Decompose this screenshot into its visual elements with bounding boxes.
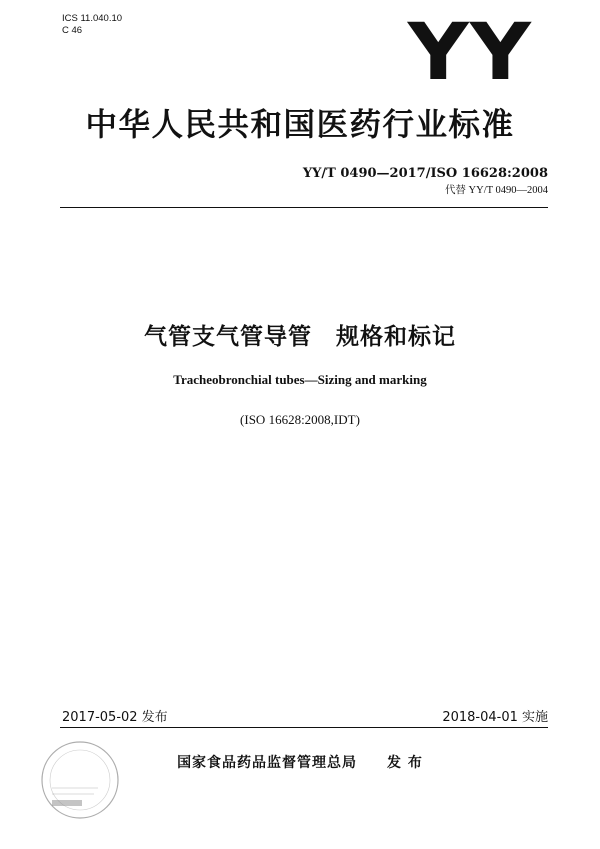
organization-title: 中华人民共和国医药行业标准 bbox=[85, 107, 515, 143]
iso-equivalence: (ISO 16628:2008,IDT) bbox=[240, 412, 360, 427]
classification-codes bbox=[62, 13, 122, 37]
stamp-seal bbox=[38, 738, 122, 822]
replaces-note: 代替 YY/T 0490—2004 bbox=[444, 185, 548, 196]
ics-code: ICS 11.040.10 bbox=[62, 13, 123, 24]
top-divider bbox=[60, 207, 548, 208]
standard-number: YY/T 0490—2017/ISO 16628:2008 bbox=[302, 166, 548, 181]
yy-logo: YY bbox=[407, 8, 532, 98]
implement-date: 2018-04-01 实施 bbox=[442, 710, 548, 725]
chinese-title: 气管支气管导管 规格和标记 bbox=[144, 324, 456, 350]
publish-date: 2017-05-02 发布 bbox=[62, 710, 168, 725]
english-title: Tracheobronchial tubes—Sizing and marking bbox=[173, 372, 427, 387]
ccs-code: C 46 bbox=[62, 25, 83, 36]
bottom-divider bbox=[60, 727, 548, 728]
issuing-authority: 国家食品药品监督管理总局 发 布 bbox=[177, 755, 423, 771]
